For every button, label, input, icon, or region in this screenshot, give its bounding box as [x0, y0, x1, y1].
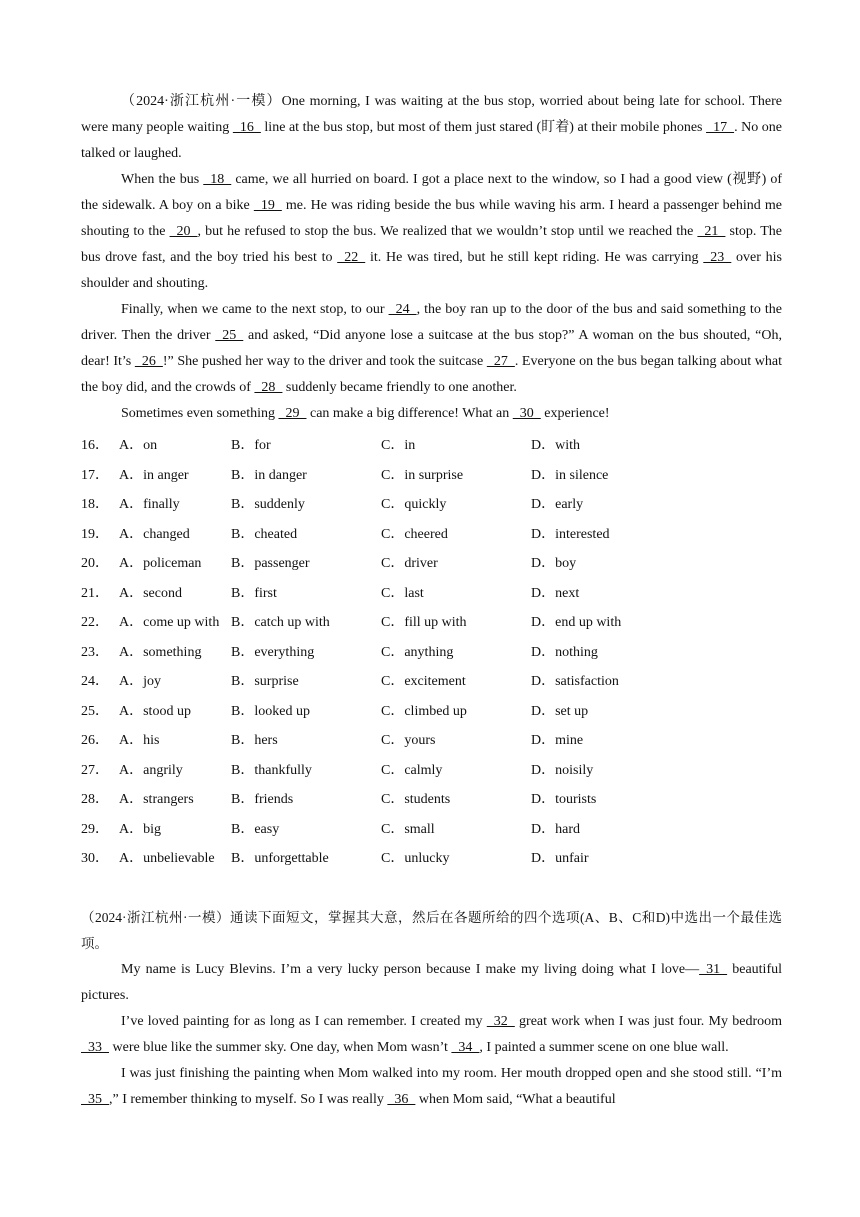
answer-blank: 32 — [486, 1013, 515, 1029]
paragraph-text: were blue like the summer sky. One day, when Mom wasn’t — [109, 1039, 452, 1055]
paragraph-text: My name is Lucy Blevins. I’m a very lucky person because I make my living doing what I love— — [121, 961, 700, 977]
option-a: A．finally — [119, 497, 180, 512]
question-row — [81, 638, 782, 668]
question-number: 27． — [81, 762, 109, 778]
option-c: C．last — [381, 585, 424, 601]
question-number: 26． — [81, 733, 109, 748]
option-c: C．quickly — [381, 497, 447, 512]
option-d: D．early — [531, 497, 584, 512]
option-a: A．changed — [119, 526, 190, 542]
option-c: C．climbed up — [381, 703, 467, 719]
option-b: B．first — [231, 585, 277, 601]
option-c: C．excitement — [381, 674, 466, 689]
paragraph-text: When the bus — [121, 172, 204, 187]
answer-blank: 26 — [134, 354, 163, 369]
question-row — [81, 549, 782, 579]
question-number: 29． — [81, 821, 109, 837]
paragraph-text: !” She pushed her way to the driver and took the suitcase — [162, 354, 487, 369]
paragraph-text: I was just finishing the painting when Mom walked into my room. Her mouth dropped open and she stood still. “I’m — [121, 1065, 782, 1081]
paragraph-text: stop. The bus drove fast, and the boy tried his best to — [81, 224, 782, 265]
option-d: D．satisfaction — [531, 674, 619, 689]
passage2-paragraph-1 — [81, 957, 782, 1009]
option-d: D．mine — [531, 733, 584, 748]
paragraph-text: me. He was riding beside the bus while waving his arm. I heard a passenger behind me shouting to the — [81, 198, 782, 239]
paragraph-text: can make a big difference! What an — [306, 406, 513, 421]
option-d: D．with — [531, 438, 580, 453]
question-row — [81, 461, 782, 491]
question-row — [81, 608, 782, 638]
question-row — [81, 726, 782, 756]
paragraph-text: Sometimes even something — [121, 406, 279, 421]
answer-blank: 33 — [81, 1039, 109, 1055]
paragraph-text: I’ve loved painting for as long as I can remember. I created my — [121, 1013, 487, 1029]
answer-blank: 24 — [388, 302, 417, 317]
option-c: C．small — [381, 821, 435, 837]
question-number: 25． — [81, 703, 109, 719]
answer-blank: 19 — [253, 198, 282, 213]
question-row — [81, 844, 782, 874]
answer-blank: 22 — [337, 250, 366, 265]
option-a: A．policeman — [119, 556, 202, 571]
answer-blank: 23 — [703, 250, 732, 265]
passage1-paragraph-3 — [81, 297, 782, 401]
answer-blank: 34 — [451, 1039, 480, 1055]
answer-blank: 18 — [203, 172, 232, 187]
paragraph-text: ,” I remember thinking to myself. So I was really — [109, 1091, 388, 1107]
option-b: B．thankfully — [231, 762, 312, 778]
answer-blank: 21 — [697, 224, 726, 239]
paragraph-text: , I painted a summer scene on one blue wall. — [479, 1039, 729, 1055]
answer-blank: 28 — [254, 380, 283, 395]
answer-blank: 35 — [81, 1091, 109, 1107]
option-d: D．unfair — [531, 851, 589, 866]
option-b: B．passenger — [231, 556, 310, 571]
option-b: B．friends — [231, 792, 294, 807]
question-number: 23． — [81, 644, 109, 660]
option-b: B．in danger — [231, 467, 307, 483]
option-b: B．for — [231, 438, 271, 453]
option-d: D．end up with — [531, 615, 622, 630]
option-c: C．in surprise — [381, 467, 464, 483]
passage2 — [81, 905, 782, 1113]
question-row — [81, 520, 782, 550]
question-row — [81, 785, 782, 815]
paragraph-text: One morning, I was waiting at the bus stop, worried about being late for school. There were many people waiting — [81, 94, 783, 135]
question-options-list — [81, 431, 782, 874]
option-a: A．strangers — [119, 792, 194, 807]
question-row — [81, 697, 782, 727]
option-b: B．everything — [231, 644, 315, 660]
option-b: B．hers — [231, 733, 278, 748]
option-a: A．second — [119, 585, 182, 601]
passage2-paragraph-3 — [81, 1061, 782, 1113]
passage1-paragraph-1 — [81, 89, 782, 167]
option-a: A．in anger — [119, 467, 189, 483]
answer-blank: 16 — [232, 120, 261, 135]
option-d: D．next — [531, 585, 580, 601]
answer-blank: 27 — [486, 354, 515, 369]
paragraph-text: it. He was tired, but he still kept riding. He was carrying — [365, 250, 704, 265]
option-c: C．cheered — [381, 526, 448, 542]
answer-blank: 20 — [169, 224, 198, 239]
answer-blank: 29 — [278, 406, 307, 421]
option-a: A．stood up — [119, 703, 191, 719]
option-d: D．noisily — [531, 762, 594, 778]
option-d: D．interested — [531, 526, 610, 542]
option-c: C．calmly — [381, 762, 443, 778]
question-number: 20． — [81, 556, 109, 571]
document-page — [81, 89, 782, 1113]
answer-blank: 36 — [387, 1091, 416, 1107]
option-c: C．yours — [381, 733, 436, 748]
option-b: B．surprise — [231, 674, 299, 689]
question-row — [81, 815, 782, 845]
option-b: B．cheated — [231, 526, 298, 542]
question-row — [81, 756, 782, 786]
paragraph-text: experience! — [540, 406, 610, 421]
question-number: 16． — [81, 438, 109, 453]
question-number: 19． — [81, 526, 109, 542]
paragraph-text: over his shoulder and shouting. — [81, 250, 782, 291]
question-number: 22． — [81, 615, 109, 630]
paragraph-text: . Everyone on the bus began talking about what the boy did, and the crowds of — [81, 354, 782, 395]
answer-blank: 25 — [215, 328, 244, 343]
option-b: B．unforgettable — [231, 851, 329, 866]
option-a: A．come up with — [119, 615, 220, 630]
option-c: C．fill up with — [381, 615, 467, 630]
answer-blank: 31 — [699, 961, 728, 977]
question-number: 28． — [81, 792, 109, 807]
question-number: 30． — [81, 851, 109, 866]
paragraph-text: . No one talked or laughed. — [81, 120, 783, 161]
option-a: A．joy — [119, 674, 161, 689]
option-a: A．angrily — [119, 762, 183, 778]
option-b: B．looked up — [231, 703, 310, 719]
option-d: D．nothing — [531, 644, 598, 660]
option-a: A．his — [119, 733, 160, 748]
option-d: D．in silence — [531, 467, 609, 483]
paragraph-text: when Mom said, “What a beautiful — [415, 1091, 616, 1107]
question-row — [81, 579, 782, 609]
paragraph-text: , but he refused to stop the bus. We realized that we wouldn’t stop until we reached the — [197, 224, 698, 239]
question-number: 21． — [81, 585, 109, 601]
option-c: C．driver — [381, 556, 438, 571]
question-number: 17． — [81, 467, 109, 483]
paragraph-text: great work when I was just four. My bedroom — [514, 1013, 782, 1029]
paragraph-text: line at the bus stop, but most of them just stared (盯着) at their mobile phones — [260, 120, 707, 135]
option-c: C．unlucky — [381, 851, 450, 866]
question-number: 18． — [81, 497, 109, 512]
option-d: D．hard — [531, 821, 580, 837]
option-c: C．in — [381, 438, 416, 453]
paragraph-text: came, we all hurried on board. I got a place next to the window, so I had a good view (视野) of the sidewalk. A boy on a bike — [81, 172, 782, 213]
paragraph-text: suddenly became friendly to one another. — [282, 380, 517, 395]
option-c: C．students — [381, 792, 451, 807]
passage1-source: （2024·浙江杭州·一模） — [121, 94, 282, 109]
passage1-paragraph-2 — [81, 167, 782, 297]
passage1-paragraph-4 — [81, 401, 782, 427]
question-row — [81, 490, 782, 520]
passage2-paragraph-2 — [81, 1009, 782, 1061]
option-b: B．suddenly — [231, 497, 305, 512]
option-d: D．tourists — [531, 792, 597, 807]
option-b: B．catch up with — [231, 615, 330, 630]
paragraph-text: , the boy ran up to the door of the bus and said something to the driver. Then the driver — [81, 302, 782, 343]
answer-blank: 30 — [512, 406, 541, 421]
question-row — [81, 667, 782, 697]
option-a: A．big — [119, 821, 161, 837]
passage2-instruction: （2024·浙江杭州·一模）通读下面短文，掌握其大意，然后在各题所给的四个选项(A、B、C和D)中选出一个最佳选项。 — [81, 909, 782, 951]
option-a: A．something — [119, 644, 202, 660]
question-number: 24． — [81, 674, 109, 689]
question-row — [81, 431, 782, 461]
option-b: B．easy — [231, 821, 280, 837]
paragraph-text: Finally, when we came to the next stop, to our — [121, 302, 389, 317]
option-a: A．on — [119, 438, 158, 453]
paragraph-text: beautiful pictures. — [81, 961, 782, 1003]
option-a: A．unbelievable — [119, 851, 215, 866]
answer-blank: 17 — [706, 120, 735, 135]
paragraph-text: and asked, “Did anyone lose a suitcase at the bus stop?” A woman on the bus shouted, “Oh, dear! It’s — [81, 328, 782, 369]
option-d: D．boy — [531, 556, 577, 571]
option-c: C．anything — [381, 644, 454, 660]
option-d: D．set up — [531, 703, 589, 719]
